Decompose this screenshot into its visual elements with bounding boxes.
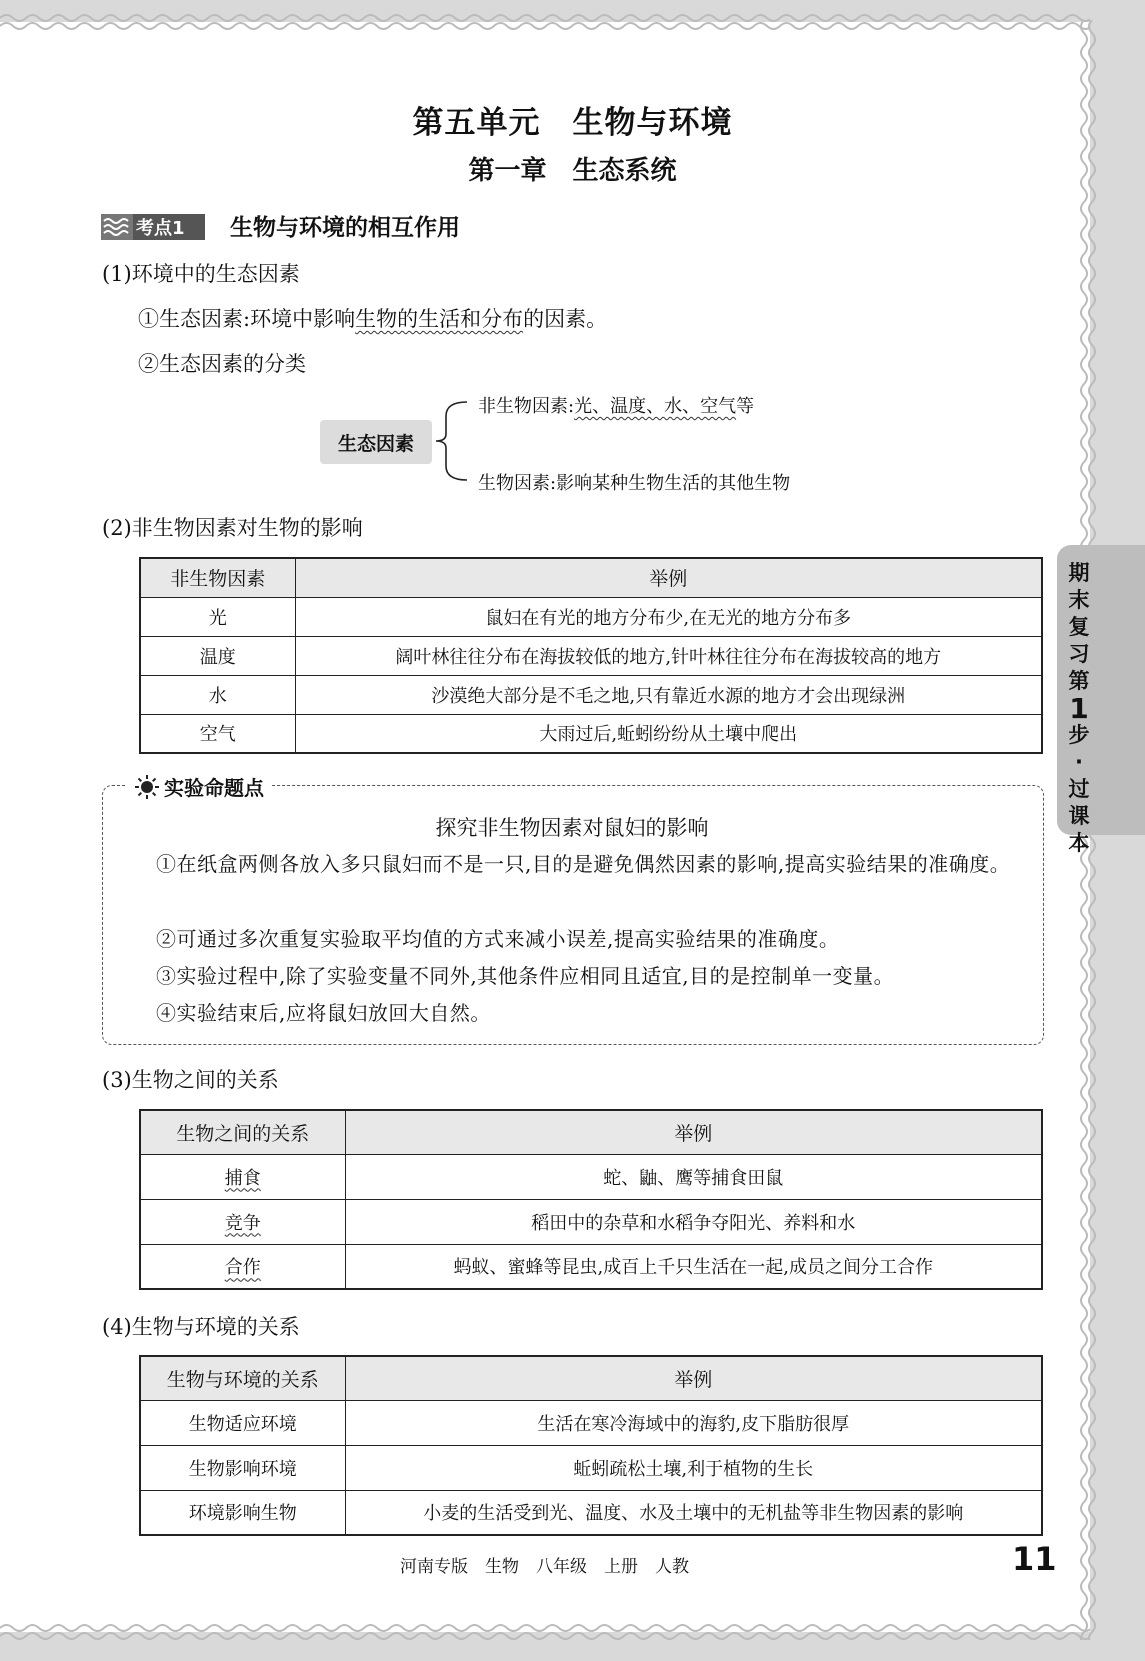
kaodian-label: 考点1	[136, 218, 185, 239]
table-header-row	[140, 558, 1042, 597]
table-header: 生物与环境的关系	[140, 1356, 345, 1400]
environment-table	[139, 1355, 1043, 1536]
section3-heading: (3)生物之间的关系	[102, 1068, 279, 1092]
side-tab-part2: 步 · 过 课 本	[1068, 723, 1090, 855]
abiotic-table	[139, 557, 1043, 754]
relationship-table	[139, 1109, 1043, 1290]
experiment-point: ③实验过程中,除了实验变量不同外,其他条件应相同且适宜,目的是控制单一变量。	[156, 964, 895, 988]
table-row: 竞争 稻田中的杂草和水稻争夺阳光、养料和水	[140, 1199, 1042, 1244]
ecological-factor-box: 生态因素	[320, 420, 432, 464]
table-header: 生物之间的关系	[140, 1110, 345, 1154]
side-tab-text	[1057, 560, 1101, 857]
table-row: 合作 蚂蚁、蜜蜂等昆虫,成百上千只生活在一起,成员之间分工合作	[140, 1244, 1042, 1289]
section2-heading: (2)非生物因素对生物的影响	[102, 516, 363, 540]
experiment-point: ④实验结束后,应将鼠妇放回大自然。	[156, 1001, 491, 1025]
table-row: 温度 阔叶林往往分布在海拔较低的地方,针叶林往往分布在海拔较高的地方	[140, 636, 1042, 675]
table-row: 光 鼠妇在有光的地方分布少,在无光的地方分布多	[140, 597, 1042, 636]
bottom-wave-border	[0, 1618, 1090, 1648]
table-row: 空气 大雨过后,蚯蚓纷纷从土壤中爬出	[140, 714, 1042, 753]
chapter-title: 第一章 生态系统	[468, 156, 677, 186]
waves-icon	[101, 214, 133, 240]
experiment-header	[126, 772, 272, 801]
table-row: 环境影响生物 小麦的生活受到光、温度、水及土壤中的无机盐等非生物因素的影响	[140, 1490, 1042, 1535]
table-row: 生物影响环境 蚯蚓疏松土壤,利于植物的生长	[140, 1445, 1042, 1490]
table-header-row	[140, 1356, 1042, 1400]
section4-heading: (4)生物与环境的关系	[102, 1315, 300, 1339]
experiment-title: 探究非生物因素对鼠妇的影响	[435, 816, 709, 840]
footer-info: 河南专版 生物 八年级 上册 人教	[400, 1557, 689, 1577]
experiment-label: 实验命题点	[164, 776, 264, 800]
section1-heading: (1)环境中的生态因素	[102, 262, 300, 286]
table-header: 举例	[345, 1110, 1042, 1154]
item1-emphasis: 生物的生活和分布	[355, 307, 524, 331]
section1-item2: ②生态因素的分类	[138, 352, 306, 376]
table-header: 举例	[295, 558, 1042, 597]
table-row: 生物适应环境 生活在寒冷海域中的海豹,皮下脂肪很厚	[140, 1400, 1042, 1445]
kaodian-badge	[101, 214, 205, 240]
kaodian-title: 生物与环境的相互作用	[230, 215, 460, 241]
experiment-point: ②可通过多次重复实验取平均值的方式来减小误差,提高实验结果的准确度。	[156, 927, 840, 951]
section1-item1: ①生态因素:环境中影响生物的生活和分布的因素。	[138, 307, 608, 331]
table-header: 非生物因素	[140, 558, 295, 597]
side-tab-part1: 期 末 复 习 第	[1068, 561, 1090, 693]
table-row: 捕食 蛇、鼬、鹰等捕食田鼠	[140, 1154, 1042, 1199]
abiotic-emphasis: 光、温度、水、空气	[574, 396, 737, 417]
page-number: 11	[1012, 1540, 1057, 1578]
side-tab-number: 1	[1069, 692, 1089, 725]
unit-title: 第五单元 生物与环境	[412, 105, 733, 141]
branch-abiotic: 非生物因素:光、温度、水、空气等	[478, 396, 755, 417]
lightbulb-icon	[134, 774, 160, 800]
classification-brace	[432, 396, 472, 486]
experiment-point: ①在纸盒两侧各放入多只鼠妇而不是一只,目的是避免偶然因素的影响,提高实验结果的准确度。	[156, 852, 1011, 876]
table-header-row	[140, 1110, 1042, 1154]
table-row: 水 沙漠绝大部分是不毛之地,只有靠近水源的地方才会出现绿洲	[140, 675, 1042, 714]
branch-biotic: 生物因素:影响某种生物生活的其他生物	[478, 473, 791, 494]
table-header: 举例	[345, 1356, 1042, 1400]
top-wave-border	[0, 8, 1090, 38]
